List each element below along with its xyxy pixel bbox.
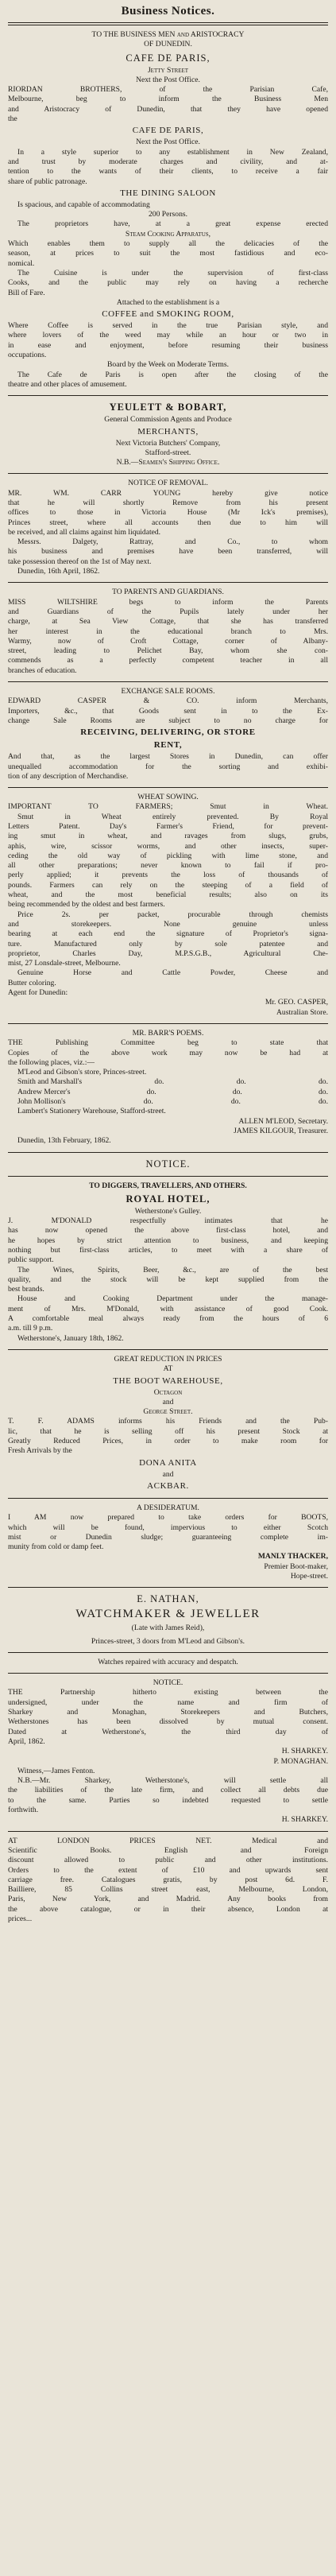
ad-divider: [8, 473, 328, 474]
ad-title: MERCHANTS,: [137, 426, 199, 436]
ad-body-line: unequalled accommodation for the sorting and exhibi-: [8, 762, 328, 771]
ad-body-line: Attached to the establishment is a: [116, 297, 220, 307]
ad-body-line: T. F. ADAMS informs his Friends and the Pub-: [8, 1417, 328, 1426]
ad-wheat-sowing: [8, 793, 328, 1018]
ad-divider: [8, 1349, 328, 1350]
ad-body-line: the liabilities of the late firm, and collect all debts due: [8, 1786, 328, 1795]
ad-body-line: bearing at each end the signature of Proprietor's signa-: [8, 929, 328, 939]
ad-body-line: to the same. Parties so indebted requested to settle: [8, 1795, 328, 1805]
ad-london-prices: [8, 1837, 328, 1925]
ad-body-line: commends as a perfectly competent teacher in all: [8, 656, 328, 665]
ad-body-line: a.m. till 9 p.m.: [8, 1324, 53, 1333]
ad-body-line: The Cuisine is under the supervision of first-class: [17, 268, 328, 277]
list-item: M'Leod and Gibson's store, Princes-street.: [17, 1068, 147, 1077]
ad-body-line: Sharkey and Monaghan, Storekeepers and Butchers,: [8, 1708, 328, 1717]
ad-heading: NOTICE.: [153, 1678, 183, 1688]
ad-title: ROYAL HOTEL,: [126, 1193, 210, 1205]
ad-yeulett-bobart: [8, 401, 328, 467]
ad-body-line: in ease and enjoyment, before resuming their business: [8, 340, 328, 350]
ad-divider: [8, 1152, 328, 1153]
ad-body-line: N.B.—Seamen's Shipping Office.: [116, 458, 220, 467]
ad-body-line: Bailliere, 85 Collins street east, Melbourne, London,: [8, 1885, 328, 1895]
ditto-mark: do.: [232, 1087, 242, 1096]
ad-body-line: THE Partnership hitherto existing between the: [8, 1688, 328, 1697]
ad-divider: [8, 582, 328, 583]
ad-body-line: forthwith.: [8, 1806, 39, 1815]
ad-body-line: Warmy, now of Croft Cottage, corner of Albany-: [8, 636, 328, 646]
ad-title: ACKBAR.: [147, 1480, 189, 1491]
ad-subtitle: (Late with James Reid),: [131, 1624, 205, 1633]
ad-signature: H. SHARKEY.: [281, 1815, 328, 1825]
ad-heading: NOTICE OF REMOVAL.: [128, 479, 208, 488]
ad-heading: MR. BARR'S POEMS.: [132, 1028, 204, 1038]
ad-body-line: carriage free. Catalogues gratis, by post 6d. F.: [8, 1875, 328, 1884]
ad-body-line: Cooks, and the public may rely on having a recherche: [8, 278, 328, 288]
ad-body-line: and trust by moderate charges and civility, and at-: [8, 157, 328, 166]
ad-body-line: pounds. Farmers can rely on the steeping of a field of: [8, 880, 328, 890]
ad-body-line: offices to those in Victoria House (Mr Ick's premises),: [8, 508, 328, 518]
ad-title: YEULETT & BOBART,: [109, 402, 227, 413]
ad-body-line: has now opened the above first-class hotel, and: [8, 1226, 328, 1236]
ditto-mark: do.: [154, 1077, 164, 1087]
ad-body-line: Witness,—James Fenton.: [17, 1766, 95, 1775]
ad-body-line: best brands.: [8, 1285, 44, 1294]
ad-section-title: COFFEE and SMOKING ROOM,: [102, 309, 234, 320]
ad-body-line: change Sale Rooms are subject to no charge for: [8, 716, 328, 725]
ad-dateline: Wetherstone's, January 18th, 1862.: [17, 1333, 124, 1343]
ad-body-line: and Aristocracy of Dunedin, that they have opened: [8, 104, 328, 114]
ad-body-line: MISS WILTSHIRE begs to inform the Parents: [8, 597, 328, 607]
ad-body-line: and Guardians of the Pupils lately under her: [8, 607, 328, 616]
ad-body-line: Messrs. Dalgety, Rattray, and Co., to whom: [17, 537, 328, 547]
ad-body-line: and storekeepers. None genuine unless: [8, 919, 328, 929]
ad-body-line: Wetherstones has been dissolved by mutual consent.: [8, 1717, 328, 1727]
ad-body-line: which will be found, impervious to either Scotch: [8, 1523, 328, 1532]
ad-title: NOTICE.: [145, 1158, 191, 1170]
ad-body-line: season, at prices to suit the most fastidious and eco-: [8, 249, 328, 258]
list-item: [8, 1097, 328, 1107]
ad-body-line: proprietor, Charles Day, M.P.S.G.B., Agricultural Che-: [8, 949, 328, 958]
ad-body-line: House and Cooking Department under the manage-: [17, 1294, 328, 1304]
ad-divider: [8, 1587, 328, 1588]
ad-exchange-sale-rooms: [8, 687, 328, 782]
ditto-mark: do.: [318, 1097, 328, 1107]
ad-body-line: ment of Mrs. M'Donald, with assistance of good Cook.: [8, 1304, 328, 1313]
ad-body-line: Greatly Reduced Prices, in order to make room for: [8, 1437, 328, 1446]
ad-title: THE BOOT WAREHOUSE,: [113, 1375, 223, 1386]
ad-body-line: mist, 27 Lonsdale-street, Melbourne.: [8, 959, 121, 968]
ad-signature: H. SHARKEY.: [281, 1747, 328, 1756]
ad-body-line: Board by the Week on Moderate Terms.: [107, 360, 229, 370]
ad-body-line: all other preparations; never known to fail if pro-: [8, 861, 328, 871]
ad-body-line: THE Publishing Committee beg to state that: [8, 1038, 328, 1048]
ad-body-line: the: [8, 114, 17, 124]
ad-dateline: Dunedin, 16th April, 1862.: [17, 567, 100, 576]
ad-body-line: Orders to the extent of £10 and upwards sent: [8, 1865, 328, 1875]
ad-subtitle: Wetherstone's Gulley.: [134, 1206, 202, 1216]
ad-heading: TO THE BUSINESS MEN and ARISTOCRACY: [91, 30, 245, 39]
ad-title: DONA ANITA: [139, 1457, 197, 1468]
ad-body-line: munity from cold or damp feet.: [8, 1542, 104, 1552]
ad-body-line: that he will shortly Remove from his present: [8, 498, 328, 507]
ad-body-line: undersigned, under the name and firm of: [8, 1697, 328, 1707]
ad-signature: MANLY THACKER,: [257, 1552, 328, 1562]
ad-body-line: IMPORTANT TO FARMERS; Smut in Wheat.: [8, 802, 328, 812]
masthead-rule: [8, 22, 328, 25]
ad-body-line: ture. Manufactured only by sole patentee and: [8, 939, 328, 949]
ad-partnership-notice: [8, 1678, 328, 1825]
ad-body-line: Importers, &c., that Goods sent in to the Ex-: [8, 706, 328, 716]
ad-signature: ALLEN M'LEOD, Secretary.: [238, 1116, 328, 1126]
ad-section-title: THE DINING SALOON: [120, 188, 216, 198]
ad-signature: P. MONAGHAN.: [273, 1756, 328, 1766]
ad-body-line: Dated at Wetherstone's, the third day of: [8, 1727, 328, 1736]
ad-heading: WHEAT SOWING.: [137, 793, 199, 802]
ad-body-line: ceding the old way of pickling with lime stone, and: [8, 851, 328, 860]
ad-signature: Hope-street.: [290, 1572, 328, 1581]
ad-body-line: Genuine Horse and Cattle Powder, Cheese and: [17, 968, 328, 978]
ad-body-line: Butter coloring.: [8, 978, 56, 987]
ad-body-line: ing smut in wheat, and ravages from slugs, grubs,: [8, 832, 328, 841]
ad-body-line: Scientific Books. English and Foreign: [8, 1845, 328, 1855]
ad-body-line: occupations.: [8, 351, 47, 360]
ad-notice: [8, 1158, 328, 1170]
ad-body-line: quality, and the stock will be kept supplied from the: [8, 1274, 328, 1284]
ad-body-line: General Commission Agents and Produce: [104, 415, 232, 425]
ad-body-line: The Wines, Spirits, Beer, &c., are of the best: [17, 1265, 328, 1274]
ad-title: CAFE DE PARIS,: [126, 52, 210, 64]
ad-body-line: his business and premises have been transferred, will: [8, 547, 328, 557]
ad-body-line: The proprietors have, at a great expense erected: [17, 219, 328, 229]
ad-body-line: branches of education.: [8, 665, 77, 675]
ad-title: WATCHMAKER & JEWELLER: [75, 1608, 261, 1621]
ad-body-line: be received, and all claims against him liquidated.: [8, 527, 161, 537]
ad-subtitle: Next the Post Office.: [136, 138, 200, 147]
ad-body-line: EDWARD CASPER & CO. inform Merchants,: [8, 696, 328, 706]
ad-body-line: MR. WM. CARR YOUNG hereby give notice: [8, 488, 328, 498]
ad-body-line: I AM now prepared to take orders for BOOTS,: [8, 1513, 328, 1523]
ditto-mark: do.: [143, 1097, 153, 1107]
ad-body-line: Princes street, where all accounts then due to him will: [8, 518, 328, 527]
ad-body-line: In a style superior to any establishment in New Zealand,: [17, 147, 328, 157]
ad-body-line: being recommended by the oldest and best farmers.: [8, 900, 165, 910]
ad-body-line: Agent for Dunedin:: [8, 988, 68, 998]
ad-body-line: Princes-street, 3 doors from M'Leod and Gibson's.: [91, 1636, 245, 1646]
ad-subtitle: Next the Post Office.: [136, 75, 200, 84]
ad-subtitle: Octagon: [153, 1387, 183, 1397]
ad-body-line: Watches repaired with accuracy and despatch.: [98, 1657, 238, 1666]
ad-body-line: tion of any description of Merchandise.: [8, 771, 129, 781]
ad-heading: GREAT REDUCTION IN PRICES: [114, 1354, 222, 1364]
ad-divider: [8, 681, 328, 682]
ad-title: E. NATHAN,: [137, 1593, 199, 1605]
ad-body-line: Fresh Arrivals by the: [8, 1446, 72, 1456]
ad-body-line: N.B.—Mr. Sharkey, Wetherstone's, will settle all: [17, 1776, 328, 1786]
ad-body-line: Paris, New York, and Madrid. Any books from: [8, 1895, 328, 1904]
ad-body-line: wheat, and the most beneficial results; also on its: [8, 890, 328, 900]
ad-body-line: Steam Cooking Apparatus,: [125, 229, 211, 239]
ad-signature: JAMES KILGOUR, Treasurer.: [234, 1126, 328, 1135]
ad-body-line: Where Coffee is served in the true Parisian style, and: [8, 321, 328, 331]
ad-body-line: take possession thereof on the 1st of May next.: [8, 557, 152, 566]
ad-body-line: And that, as the largest Stores in Dunedin, can offer: [8, 752, 328, 762]
ad-body-line: Price 2s. per packet, procurable through chemists: [17, 910, 328, 919]
ad-subtitle: and: [162, 1469, 174, 1479]
list-item-name: John Mollison's: [17, 1097, 66, 1107]
ad-signature: Mr. GEO. CASPER,: [265, 998, 328, 1007]
ad-heading: TO PARENTS AND GUARDIANS.: [112, 588, 224, 597]
ad-title: RENT,: [153, 740, 183, 751]
ad-divider: [8, 787, 328, 788]
ditto-mark: do.: [230, 1097, 241, 1107]
list-item-name: Andrew Mercer's: [17, 1087, 71, 1096]
ad-desideratum: [8, 1503, 328, 1581]
ad-body-line: Melbourne, beg to inform the Business Men: [8, 95, 328, 104]
ad-divider: [8, 1498, 328, 1499]
ad-body-line: public support.: [8, 1255, 54, 1265]
ad-body-line: April, 1862.: [8, 1736, 45, 1746]
ditto-mark: do.: [318, 1077, 328, 1087]
ad-body-line: Letters Patent. Day's Farmer's Friend, for prevent-: [8, 822, 328, 831]
ad-boot-warehouse: [8, 1355, 328, 1492]
ad-body-line: where lovers of the weed may while an hour or two in: [8, 331, 328, 340]
ad-title: CAFE DE PARIS,: [132, 126, 204, 136]
ad-heading: EXCHANGE SALE ROOMS.: [121, 687, 215, 696]
ad-royal-hotel: [8, 1181, 328, 1344]
ad-divider: [8, 395, 328, 396]
ad-body-line: charge, at Sea View Cottage, that she has transferred: [8, 617, 328, 627]
ad-parents-guardians: [8, 588, 328, 676]
ditto-mark: do.: [318, 1087, 328, 1096]
ditto-mark: do.: [146, 1087, 156, 1096]
ad-body-line: discount allowed to public and other institutions.: [8, 1856, 328, 1865]
ad-body-line: Bill of Fare.: [8, 288, 45, 297]
ad-body-line: the following places, viz.:—: [8, 1057, 95, 1067]
ad-body-line: perly applied; it prevents the loss of thousands of: [8, 871, 328, 880]
ad-barrs-poems: [8, 1029, 328, 1146]
ad-body-line: Is spacious, and capable of accommodating: [17, 200, 150, 209]
ad-body-line: 200 Persons.: [148, 210, 188, 219]
ad-body-line: AT LONDON PRICES NET. Medical and: [8, 1836, 328, 1845]
ad-inner-divider: [8, 1652, 328, 1653]
ad-signature: Australian Store.: [276, 1007, 328, 1017]
ad-body-line: mist or Dunedin sludge; guaranteeing complete im-: [8, 1532, 328, 1542]
ad-subtitle: Jetty Street: [147, 65, 189, 75]
ad-body-line: he hopes by strict attention to business, and keeping: [8, 1236, 328, 1245]
ad-body-line: Stafford-street.: [145, 448, 191, 457]
ad-divider: [8, 1023, 328, 1024]
ad-divider: [8, 1831, 328, 1832]
ad-body-line: street, leading to Pelichet Bay, whom she con-: [8, 646, 328, 656]
list-item: [8, 1088, 328, 1097]
ad-subtitle: George Street.: [143, 1407, 193, 1417]
list-item: [8, 1077, 328, 1087]
ad-e-nathan: [8, 1593, 328, 1667]
section-masthead: Business Notices.: [121, 5, 215, 17]
ad-body-line: Which enables them to supply all the delicacies of the: [8, 239, 328, 249]
ad-cafe-de-paris: [8, 30, 328, 390]
ad-body-line: Smut in Wheat entirely prevented. By Royal: [17, 812, 328, 821]
ad-body-line: RIORDAN BROTHERS, of the Parisian Cafe,: [8, 85, 328, 95]
ad-body-line: theatre and other places of amusement.: [8, 379, 127, 389]
ad-body-line: nothing but first-class articles, to meet with a share of: [8, 1245, 328, 1255]
list-item: Lambert's Stationery Warehouse, Stafford-street.: [17, 1107, 166, 1116]
ad-heading: OF DUNEDIN.: [144, 40, 192, 49]
ad-body-line: J. M'DONALD respectfully intimates that he: [8, 1216, 328, 1226]
ad-body-line: Next Victoria Butchers' Company,: [115, 438, 221, 448]
ad-body-line: lic, that he is selling off his present Stock at: [8, 1426, 328, 1436]
ad-body-line: A comfortable meal always ready from the hours of 6: [8, 1314, 328, 1324]
ad-body-line: share of public patronage.: [8, 177, 87, 186]
ad-body-line: The Cafe de Paris is open after the closing of the: [17, 370, 328, 379]
ad-divider: [8, 1176, 328, 1177]
ad-divider: [8, 1673, 328, 1674]
ad-title: RECEIVING, DELIVERING, OR STORE: [80, 727, 256, 738]
ad-body-line: nomical.: [8, 258, 35, 268]
ad-subtitle: and: [162, 1397, 174, 1406]
list-item-name: Smith and Marshall's: [17, 1077, 83, 1087]
ad-body-line: aphis, wire, scissor worms, and other insects, super-: [8, 841, 328, 851]
ad-body-line: prices...: [8, 1915, 33, 1924]
ad-heading: A DESIDERATUM.: [137, 1503, 199, 1512]
ad-dateline: Dunedin, 13th February, 1862.: [17, 1136, 111, 1146]
ad-heading: TO DIGGERS, TRAVELLERS, AND OTHERS.: [89, 1181, 247, 1190]
ad-body-line: Copies of the above work may now be had at: [8, 1048, 328, 1057]
ad-body-line: her interest in the educational branch to Mrs.: [8, 627, 328, 636]
ad-signature: Premier Boot-maker,: [264, 1562, 328, 1571]
ditto-mark: do.: [236, 1077, 246, 1087]
ad-heading: AT: [163, 1364, 173, 1374]
ad-body-line: tention to the wants of their clients, to receive a fair: [8, 167, 328, 177]
ad-notice-of-removal: [8, 479, 328, 576]
ad-body-line: the above catalogue, or in their absence, London at: [8, 1904, 328, 1914]
